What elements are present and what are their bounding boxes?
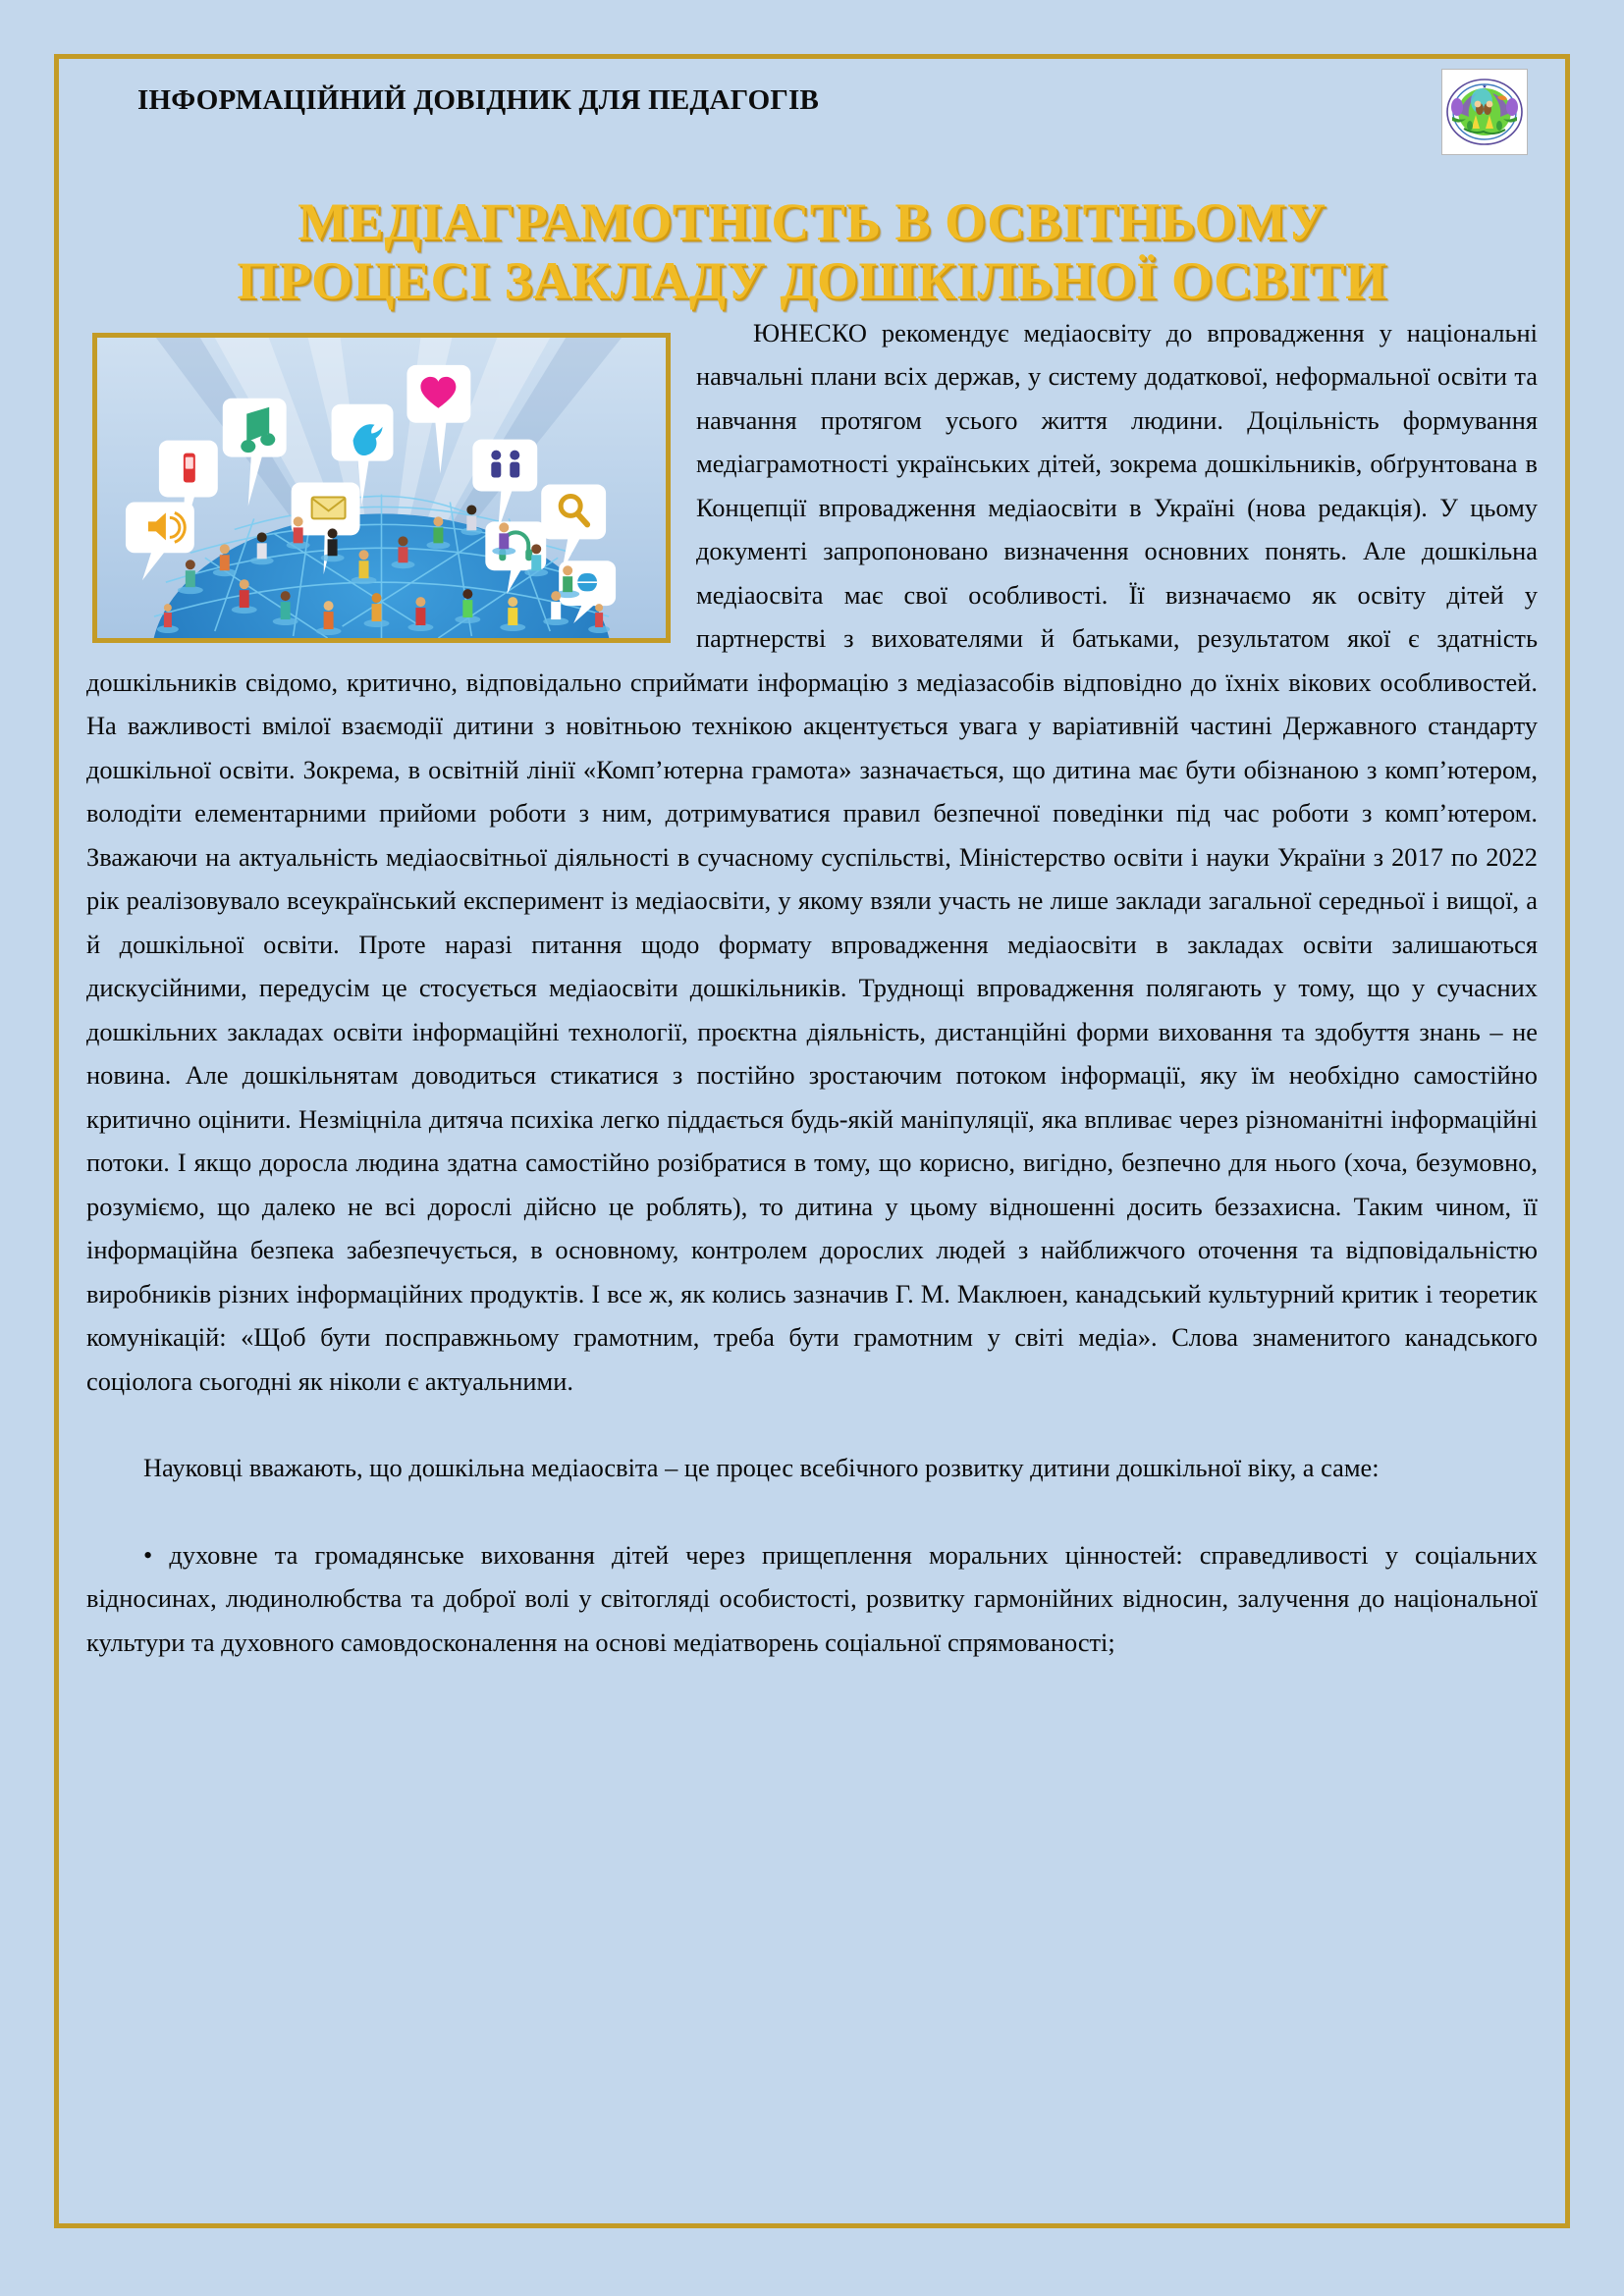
document-header <box>86 73 1538 188</box>
kindergarten-emblem-icon <box>1441 69 1528 155</box>
svg-text:★: ★ <box>1482 84 1488 90</box>
document-inner <box>59 59 1565 2223</box>
paragraph-spacer-1 <box>86 1403 1538 1446</box>
social-network-illustration <box>92 333 671 643</box>
paragraph-1: ЮНЕСКО рекомендує медіаосвіту до впровадження у національні навчальні плани всіх держав, у систему додаткової, неформальної освіти та навчання протягом усього життя людини. Доцільність формування медіаграмотності українських дітей, зокрема дошкільників, обґрунтована в Концепції впровадження медіаосвіти в Україні (нова редакція). У цьому документі запропоновано визначення основних понять. Але дошкільна медіаосвіта має свої особливості. Її визначаємо як освіту дітей у партнерстві з вихователями й батьками, результатом якої є здатність дошкільників свідомо, критично, відповідально сприймати інформацію з медіазасобів відповідно до їхніх вікових особливостей. На важливості вмілої взаємодії дитини з новітньою технікою акцентується увага у варіативній частині Державного стандарту дошкільної освіти. Зокрема, в освітній лінії «Комп’ютерна грамота» зазначається, що дитина має бути обізнаною з комп’ютером, володіти елементарними прийоми роботи з ним, дотримуватися правил безпечної поведінки під час роботи з комп’ютером. Зважаючи на актуальність медіаосвітньої діяльності в сучасному суспільстві, Міністерство освіти і науки України з 2017 по 2022 рік реалізовувало всеукраїнський експеримент із медіаосвіти, у якому взяли участь не лише заклади загальної середньої і вищої, а й дошкільної освіти. Проте наразі питання щодо формату впровадження медіаосвіти в закладах освіти залишаються дискусійними, передусім це стосується медіаосвіти дошкільників. Труднощі впровадження полягають у тому, що у сучасних дошкільних закладах освіти інформаційні технології, проєктна діяльність, дистанційні форми виховання та здобуття знань – не новина. Але дошкільнятам доводиться стикатися з постійно зростаючим потоком інформації, яку їм необхідно самостійно критично оцінити. Незміцніла дитяча психіка легко піддається будь-якій маніпуляції, яка впливає через різноманітні інформаційні потоки. І якщо доросла людина здатна самостійно розібратися в тому, що корисно, вигідно, безпечно для нього (хоча, безумовно, розуміємо, що далеко не всі дорослі дійсно це роблять), то дитина у цьому відношенні досить беззахисна. Таким чином, її інформаційна безпека забезпечується, в основному, контролем дорослих людей з найближчого оточення та відповідальністю виробників різних інформаційних продуктів. І все ж, як колись зазначив Г. М. Маклюен, канадський культурний критик і теоретик комунікацій: «Щоб бути посправжньому грамотним, треба бути грамотним у світі медіа». Слова знаменитого канадського соціолога сьогодні як ніколи є актуальними. <box>86 317 1538 1396</box>
page-kicker: ІНФОРМАЦІЙНИЙ ДОВІДНИК ДЛЯ ПЕДАГОГІВ <box>137 84 820 116</box>
document-page-frame <box>54 54 1570 2228</box>
page-title <box>86 192 1538 311</box>
paragraph-spacer-2 <box>86 1490 1538 1533</box>
paragraph-2: Науковці вважають, що дошкільна медіаосвіта – це процес всебічного розвитку дитини дошкільної віку, а саме: <box>143 1453 1380 1483</box>
illustration-svg <box>97 338 666 638</box>
page-title-line-2: ПРОЦЕСІ ЗАКЛАДУ ДОШКІЛЬНОЇ ОСВІТИ <box>237 251 1387 311</box>
page-title-line-1: МЕДІАГРАМОТНІСТЬ В ОСВІТНЬОМУ <box>298 192 1326 251</box>
emblem-svg <box>1442 70 1527 154</box>
bullet-item-1: • духовне та громадянське виховання дітей через прищеплення моральних цінностей: справедливості у соціальних відносинах, людинолюбства та доброї волі у світогляді особистості, розвитку гармонійних відносин, залучення до національної культури та духовного самовдосконалення на основі медіатворень соціальної спрямованості; <box>86 1539 1538 1657</box>
